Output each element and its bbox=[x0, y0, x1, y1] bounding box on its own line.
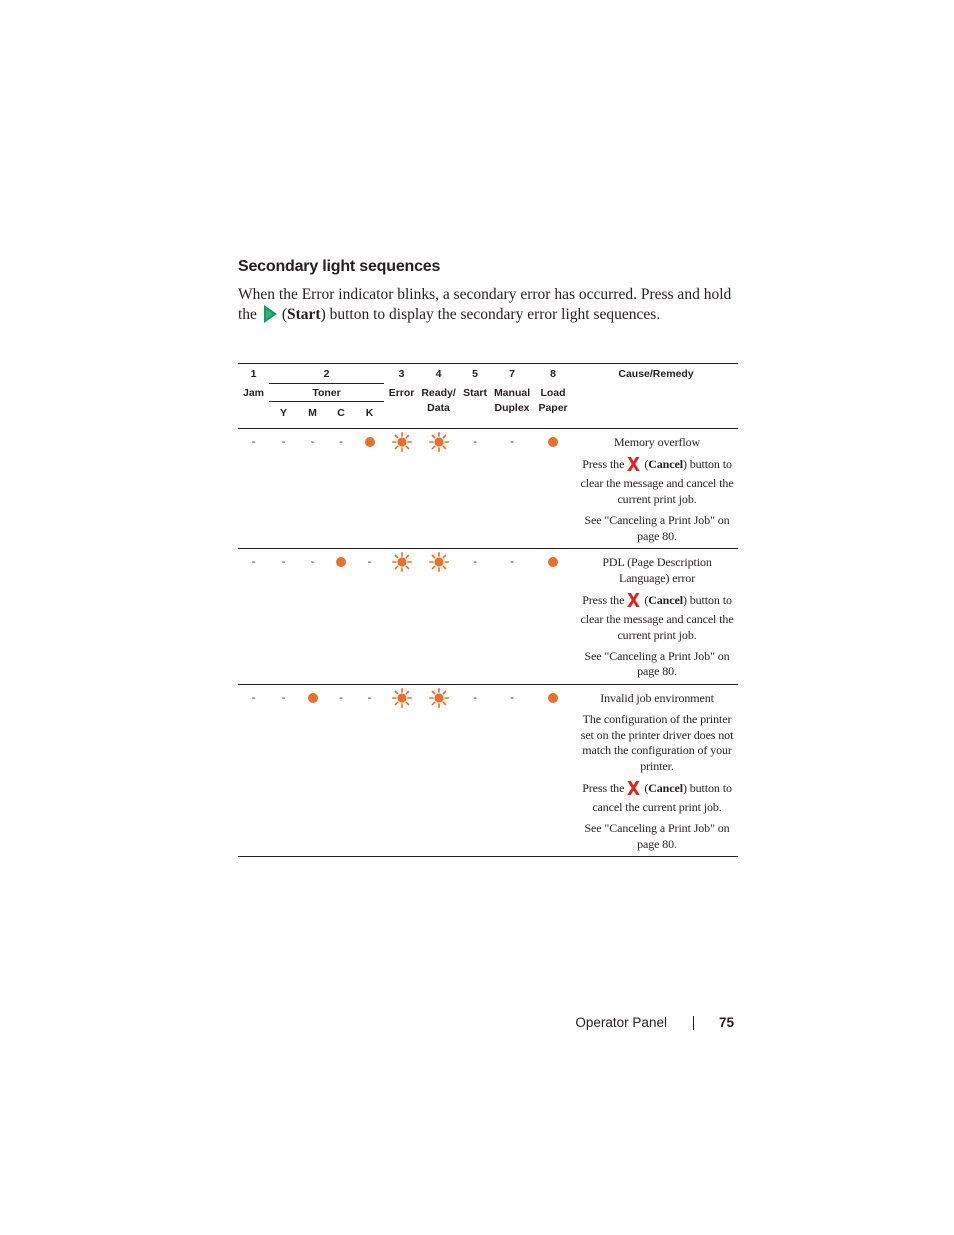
light-off-dash: - bbox=[310, 436, 315, 448]
col-toner-y: Y bbox=[269, 402, 298, 429]
press-prefix: Press the bbox=[582, 780, 625, 795]
light-cell-toner-c bbox=[327, 429, 355, 549]
start-label: Start bbox=[286, 306, 321, 323]
page-number: 75 bbox=[718, 1015, 734, 1030]
light-blinking-icon bbox=[392, 552, 412, 576]
light-cell-toner-c bbox=[327, 685, 355, 857]
col-jam-label: Jam bbox=[242, 386, 264, 399]
col-number: 2 bbox=[323, 368, 330, 380]
light-off-dash: - bbox=[251, 556, 256, 569]
light-cell-manual-duplex bbox=[492, 685, 532, 857]
see-reference: See "Canceling a Print Job" on page 80. bbox=[584, 648, 730, 679]
col-number: 1 bbox=[250, 368, 257, 380]
light-off-dash: - bbox=[473, 556, 477, 569]
light-off-dash: - bbox=[281, 556, 286, 569]
cancel-x-icon bbox=[626, 592, 641, 613]
cause-remedy-cell bbox=[574, 549, 738, 685]
light-off-dash: - bbox=[310, 556, 315, 569]
light-blinking-icon bbox=[392, 432, 412, 456]
light-cell-ready-data bbox=[419, 549, 458, 685]
light-off-dash: - bbox=[251, 692, 256, 705]
light-cell-error bbox=[384, 685, 419, 857]
cause-remedy-cell bbox=[574, 429, 738, 549]
col-number: 3 bbox=[398, 368, 405, 380]
col-toner-c: C bbox=[327, 402, 355, 429]
light-cell-manual-duplex bbox=[492, 549, 532, 685]
see-reference: See "Canceling a Print Job" on page 80. bbox=[584, 512, 730, 543]
col-jam bbox=[238, 384, 269, 429]
col-error: Error bbox=[384, 384, 419, 429]
col-start: Start bbox=[458, 384, 492, 429]
cancel-label: Cancel bbox=[648, 456, 683, 471]
light-off-dash: - bbox=[339, 436, 343, 448]
light-cell-manual-duplex bbox=[492, 429, 532, 549]
col-ready-label-2: Data bbox=[427, 401, 450, 414]
light-sequence-table bbox=[238, 363, 738, 857]
cause-remedy-header: Cause/Remedy bbox=[618, 368, 694, 380]
light-off-dash: - bbox=[281, 436, 286, 448]
light-off-dash: - bbox=[281, 692, 286, 705]
page-footer bbox=[575, 1015, 734, 1030]
table-body bbox=[238, 429, 738, 857]
col-load-label-2: Paper bbox=[538, 401, 568, 414]
light-off-dash: - bbox=[510, 556, 514, 569]
cancel-label: Cancel bbox=[648, 780, 683, 795]
light-off-dash: - bbox=[510, 692, 514, 705]
table-row bbox=[238, 685, 738, 857]
cause-detail: The configuration of the printer set on the printer driver does not match the configuration of your printer. bbox=[580, 711, 734, 773]
light-cell-toner-y bbox=[269, 429, 298, 549]
light-cell-jam bbox=[238, 549, 269, 685]
light-blinking-icon bbox=[429, 432, 449, 456]
remedy-instruction: Press the (Cancel) button to clear the message and cancel the current print job. bbox=[580, 592, 734, 643]
col-number: 8 bbox=[550, 368, 556, 380]
cancel-x-icon bbox=[626, 780, 641, 801]
footer-section: Operator Panel bbox=[575, 1015, 667, 1030]
light-on-icon bbox=[548, 557, 558, 567]
light-cell-load-paper bbox=[532, 429, 574, 549]
light-cell-load-paper bbox=[532, 685, 574, 857]
light-on-icon bbox=[548, 693, 558, 703]
light-cell-jam bbox=[238, 429, 269, 549]
light-on-icon bbox=[308, 693, 318, 703]
light-cell-toner-k bbox=[355, 429, 384, 549]
col-ready-data bbox=[419, 384, 458, 429]
press-suffix: button to clear the message and cancel the current print job. bbox=[580, 456, 734, 507]
intro-text-after: button to display the secondary error light sequences. bbox=[329, 306, 661, 323]
light-on-icon bbox=[365, 437, 375, 447]
light-cell-toner-m bbox=[298, 429, 327, 549]
cause-text: Memory overflow bbox=[613, 435, 701, 449]
light-cell-start bbox=[458, 429, 492, 549]
light-off-dash: - bbox=[367, 556, 372, 569]
light-cell-jam bbox=[238, 685, 269, 857]
light-cell-toner-k bbox=[355, 549, 384, 685]
col-toner: Toner bbox=[269, 384, 384, 402]
light-cell-ready-data bbox=[419, 685, 458, 857]
light-cell-toner-y bbox=[269, 685, 298, 857]
col-load-label-1: Load bbox=[540, 386, 566, 399]
cause-text: Invalid job environment bbox=[600, 691, 714, 706]
light-cell-load-paper bbox=[532, 549, 574, 685]
light-cell-start bbox=[458, 549, 492, 685]
col-manual-label-2: Duplex bbox=[494, 401, 530, 414]
light-cell-toner-m bbox=[298, 549, 327, 685]
light-off-dash: - bbox=[510, 436, 514, 448]
light-cell-error bbox=[384, 549, 419, 685]
light-cell-start bbox=[458, 685, 492, 857]
section-heading: Secondary light sequences bbox=[238, 258, 441, 275]
cause-text: PDL (Page Description Language) error bbox=[602, 555, 712, 585]
col-number: 4 bbox=[435, 368, 442, 380]
col-ready-label-1: Ready/ bbox=[421, 386, 456, 399]
table-row bbox=[238, 549, 738, 685]
light-off-dash: - bbox=[473, 436, 477, 448]
light-off-dash: - bbox=[473, 692, 477, 705]
press-prefix: Press the bbox=[582, 592, 625, 607]
col-toner-k: K bbox=[355, 402, 384, 429]
col-number: 5 bbox=[472, 368, 478, 380]
light-off-dash: - bbox=[339, 692, 343, 705]
cancel-x-icon bbox=[626, 456, 641, 477]
light-off-dash: - bbox=[251, 436, 256, 448]
light-cell-toner-y bbox=[269, 549, 298, 685]
light-cell-toner-c bbox=[327, 549, 355, 685]
header-row-numbers bbox=[238, 364, 738, 384]
light-cell-toner-m bbox=[298, 685, 327, 857]
intro-text-before: When the Error indicator blinks, a secondary error has occurred. Press and hold the bbox=[238, 286, 732, 323]
light-cell-ready-data bbox=[419, 429, 458, 549]
light-blinking-icon bbox=[392, 688, 412, 712]
footer-divider bbox=[693, 1016, 694, 1030]
remedy-instruction: Press the (Cancel) button to clear the message and cancel the current print job. bbox=[580, 456, 734, 507]
col-toner-m: M bbox=[298, 402, 327, 429]
light-cell-toner-k bbox=[355, 685, 384, 857]
light-cell-error bbox=[384, 429, 419, 549]
table-row bbox=[238, 429, 738, 549]
start-triangle-icon bbox=[263, 304, 278, 329]
cancel-label: Cancel bbox=[648, 592, 683, 607]
press-suffix: button to cancel the current print job. bbox=[592, 780, 732, 815]
col-manual-duplex bbox=[492, 384, 532, 429]
light-on-icon bbox=[548, 437, 558, 447]
col-load-paper bbox=[532, 384, 574, 429]
col-number: 7 bbox=[509, 368, 515, 380]
see-reference: See "Canceling a Print Job" on page 80. bbox=[584, 821, 730, 851]
col-manual-label-1: Manual bbox=[493, 386, 531, 399]
light-on-icon bbox=[336, 557, 346, 567]
remedy-instruction: Press the (Cancel) button to cancel the current print job. bbox=[582, 780, 732, 815]
light-blinking-icon bbox=[429, 552, 449, 576]
intro-paragraph: When the Error indicator blinks, a secondary error has occurred. Press and hold the (Start) button to display the secondary error light sequences. bbox=[238, 285, 738, 329]
light-blinking-icon bbox=[429, 688, 449, 712]
press-suffix: button to clear the message and cancel the current print job. bbox=[580, 592, 734, 643]
light-off-dash: - bbox=[367, 692, 372, 705]
press-prefix: Press the bbox=[582, 456, 625, 471]
cause-remedy-cell bbox=[574, 685, 738, 857]
